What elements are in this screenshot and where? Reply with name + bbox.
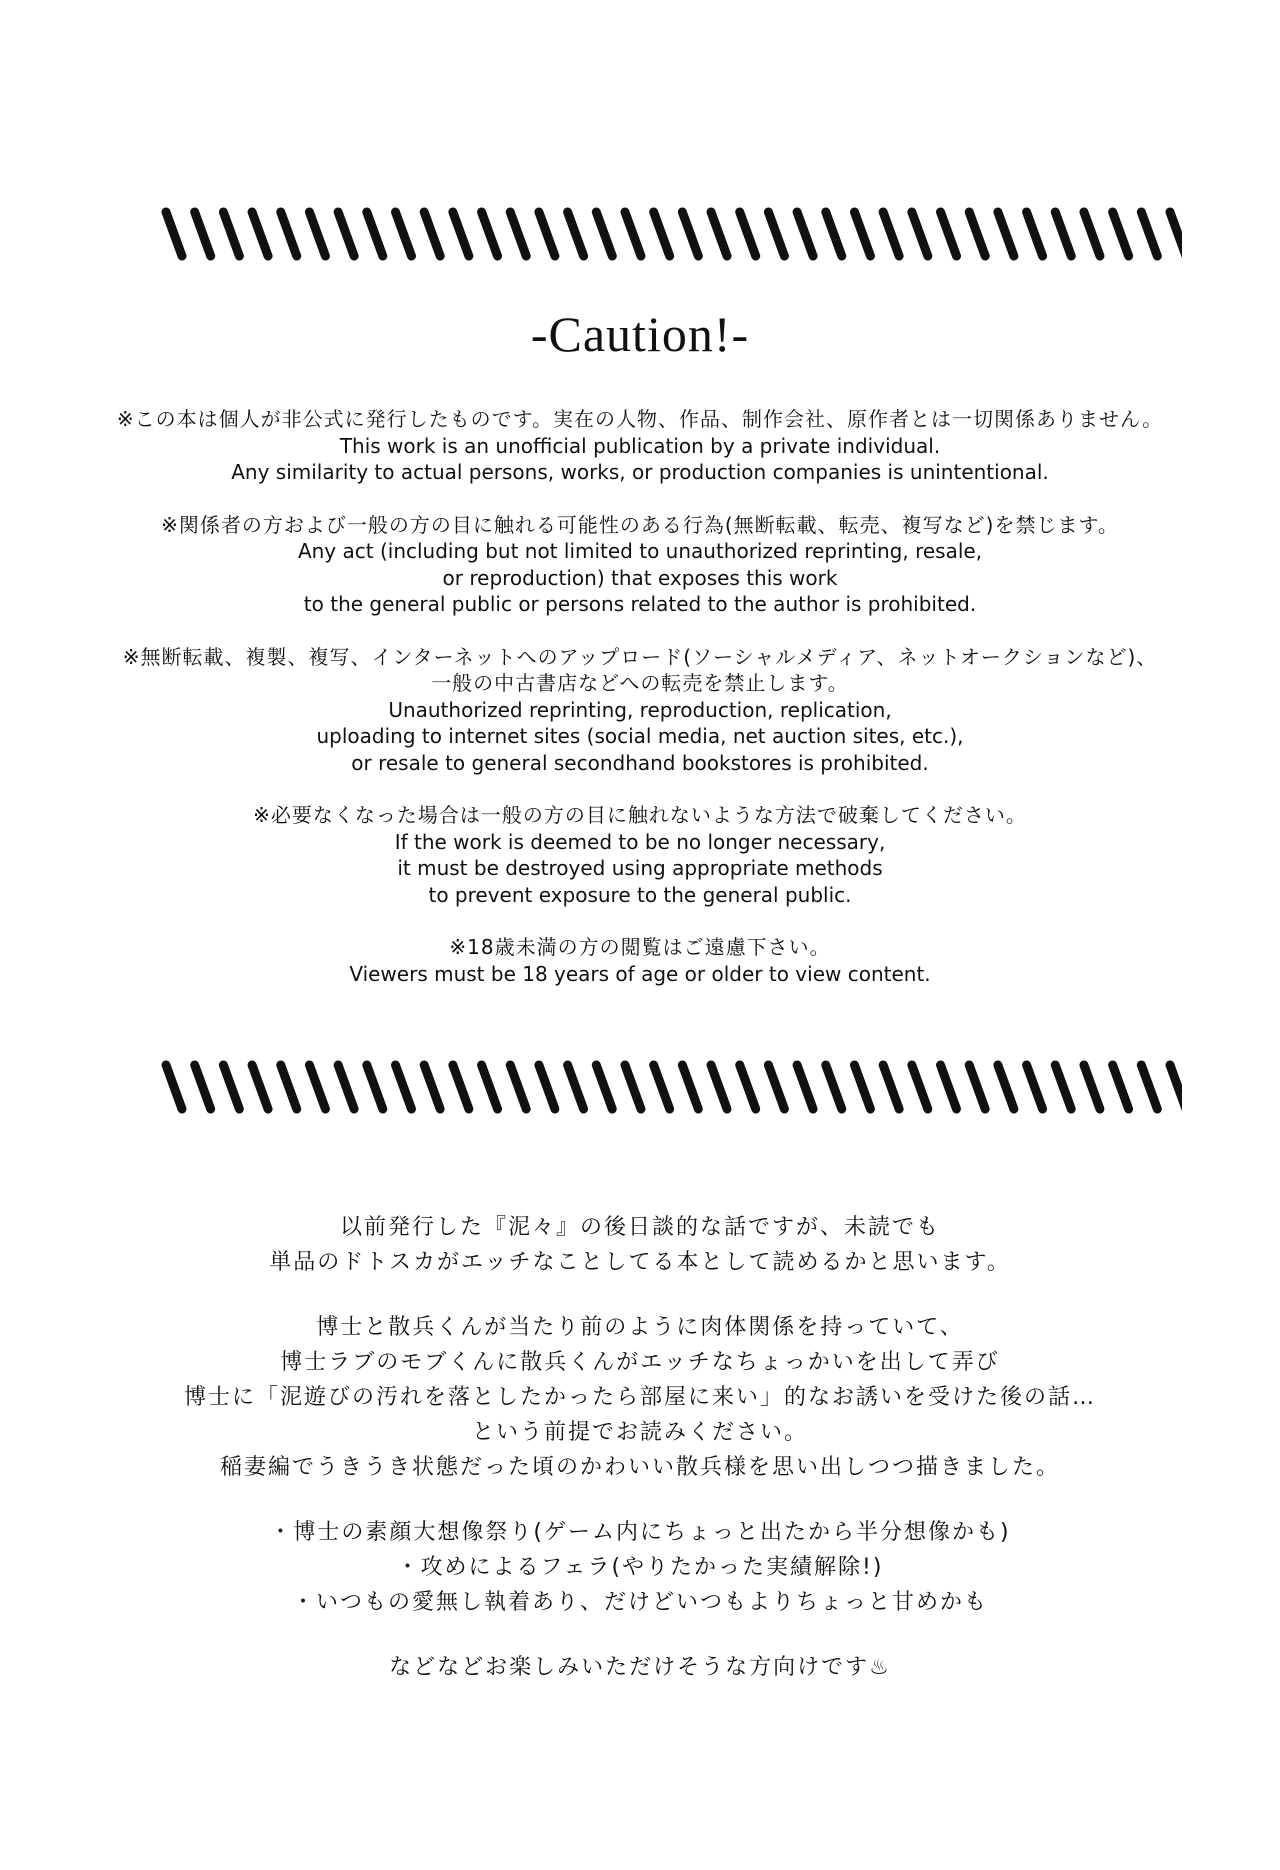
- stripe-mark: [998, 212, 1014, 256]
- afterword-paragraph: [0, 1210, 1280, 1280]
- notice-line: it must be destroyed using appropriate methods: [397, 856, 883, 880]
- stripe-mark: [539, 1065, 555, 1109]
- afterword-line: という前提でお読みください。: [471, 1420, 808, 1445]
- stripe-mark: [223, 212, 239, 256]
- stripe-mark: [195, 1065, 211, 1109]
- stripe-mark: [1027, 212, 1043, 256]
- stripe-mark: [424, 1065, 440, 1109]
- stripe-mark: [367, 1065, 383, 1109]
- stripe-mark: [510, 1065, 526, 1109]
- notice-line: Viewers must be 18 years of age or older to view content.: [349, 961, 931, 986]
- afterword-paragraph: [0, 1310, 1280, 1485]
- stripe-mark: [826, 212, 842, 256]
- afterword-list-item: ・博士の素顔大想像祭り(ゲーム内にちょっと出たから半分想像かも): [269, 1520, 1011, 1545]
- notice-line: Unauthorized reprinting, reproduction, replication,: [388, 697, 892, 722]
- stripe-mark: [883, 212, 899, 256]
- stripe-mark: [654, 212, 670, 256]
- stripe-mark: [797, 1065, 813, 1109]
- afterword-text: [0, 1210, 1280, 1715]
- stripe-mark: [682, 212, 698, 256]
- stripe-mark: [654, 1065, 670, 1109]
- notice-line: ※必要なくなった場合は一般の方の目に触れないような方法で破棄してください。: [253, 803, 1027, 827]
- stripe-mark: [309, 212, 325, 256]
- stripe-mark: [309, 1065, 325, 1109]
- stripe-mark: [568, 1065, 584, 1109]
- stripe-mark: [768, 1065, 784, 1109]
- notice-line: Any similarity to actual persons, works, or production companies is unintentional.: [231, 460, 1049, 484]
- notice-line: 一般の中古書店などへの転売を禁止します。: [431, 671, 849, 695]
- stripe-mark: [768, 212, 784, 256]
- notice-line: ※無断転載、複製、複写、インターネットへのアップロード(ソーシャルメディア、ネットオークションなど)、: [122, 644, 1158, 669]
- stripe-mark: [740, 212, 756, 256]
- stripe-mark: [883, 1065, 899, 1109]
- stripe-mark: [941, 212, 957, 256]
- stripe-mark: [625, 212, 641, 256]
- afterword-line: 博士に「泥遊びの汚れを落としたかったら部屋に来い」的なお誘いを受けた後の話…: [183, 1385, 1096, 1410]
- stripe-mark: [969, 212, 985, 256]
- notice-exposure: [0, 512, 1280, 618]
- notice-line: to prevent exposure to the general public.: [428, 882, 852, 907]
- stripe-mark: [1055, 1065, 1071, 1109]
- stripe-mark: [1141, 1065, 1157, 1109]
- stripe-mark: [367, 212, 383, 256]
- notice-line: or reproduction) that exposes this work: [442, 565, 838, 590]
- stripe-mark: [682, 1065, 698, 1109]
- stripe-mark: [912, 212, 928, 256]
- notice-unofficial: [0, 406, 1280, 486]
- afterword-line: 単品のドトスカがエッチなことしてる本として読めるかと思います。: [269, 1250, 1011, 1275]
- stripe-mark: [1084, 212, 1100, 256]
- caution-title: -Caution!-: [530, 306, 750, 362]
- afterword-paragraph: [0, 1650, 1280, 1685]
- notice-age-restriction: [0, 934, 1280, 987]
- stripe-mark: [797, 212, 813, 256]
- afterword-list-item: ・いつもの愛無し執着あり、だけどいつもよりちょっと甘めかも: [291, 1590, 988, 1615]
- stripe-mark: [281, 212, 297, 256]
- notice-line: If the work is deemed to be no longer necessary,: [394, 829, 886, 854]
- stripe-mark: [395, 1065, 411, 1109]
- stripe-mark: [711, 212, 727, 256]
- stripe-mark: [1113, 212, 1129, 256]
- stripe-mark: [711, 1065, 727, 1109]
- top-stripe-divider: [158, 202, 1182, 266]
- stripe-mark: [740, 1065, 756, 1109]
- notice-line: uploading to internet sites (social media, net auction sites, etc.),: [316, 724, 964, 748]
- afterword-list-item: ・攻めによるフェラ(やりたかった実績解除!): [396, 1555, 884, 1580]
- stripe-mark: [424, 212, 440, 256]
- stripe-mark: [482, 1065, 498, 1109]
- stripe-mark: [166, 212, 182, 256]
- bottom-stripe-divider: [158, 1055, 1182, 1119]
- stripe-mark: [223, 1065, 239, 1109]
- stripe-mark: [1170, 1065, 1182, 1109]
- stripe-mark: [1113, 1065, 1129, 1109]
- stripe-mark: [166, 1065, 182, 1109]
- afterword-line: などなどお楽しみいただけそうな方向けです♨: [389, 1655, 891, 1680]
- stripe-mark: [510, 212, 526, 256]
- afterword-line: 稲妻編でうきうき状態だった頃のかわいい散兵様を思い出しつつ描きました。: [219, 1455, 1060, 1480]
- stripe-mark: [969, 1065, 985, 1109]
- stripe-mark: [453, 1065, 469, 1109]
- stripe-mark: [1141, 212, 1157, 256]
- afterword-line: 博士ラブのモブくんに散兵くんがエッチなちょっかいを出して弄び: [280, 1350, 1000, 1375]
- afterword-line: 博士と散兵くんが当たり前のように肉体関係を持っていて、: [316, 1315, 964, 1340]
- stripe-mark: [1084, 1065, 1100, 1109]
- stripe-mark: [482, 212, 498, 256]
- stripe-mark: [395, 212, 411, 256]
- stripe-mark: [854, 212, 870, 256]
- stripe-mark: [252, 212, 268, 256]
- stripe-mark: [1055, 212, 1071, 256]
- stripe-mark: [596, 212, 612, 256]
- notice-line: to the general public or persons related to the author is prohibited.: [303, 592, 977, 616]
- notice-line: ※18歳未満の方の閲覧はご遠慮下さい。: [449, 935, 831, 959]
- notice-reprinting: [0, 644, 1280, 777]
- stripe-mark: [338, 212, 354, 256]
- stripe-mark: [941, 1065, 957, 1109]
- notice-line: or resale to general secondhand bookstores is prohibited.: [351, 750, 929, 775]
- stripe-mark: [826, 1065, 842, 1109]
- stripe-mark: [912, 1065, 928, 1109]
- stripe-mark: [568, 212, 584, 256]
- stripe-mark: [252, 1065, 268, 1109]
- stripe-mark: [596, 1065, 612, 1109]
- notice-line: ※この本は個人が非公式に発行したものです。実在の人物、作品、制作会社、原作者とは一切関係ありません。: [116, 407, 1164, 431]
- caution-notices: [0, 406, 1280, 1013]
- stripe-mark: [1027, 1065, 1043, 1109]
- notice-disposal: [0, 802, 1280, 908]
- stripe-mark: [281, 1065, 297, 1109]
- stripe-mark: [854, 1065, 870, 1109]
- notice-line: ※関係者の方および一般の方の目に触れる可能性のある行為(無断転載、転売、複写など)を禁じます。: [161, 512, 1119, 537]
- afterword-line: 以前発行した『泥々』の後日談的な話ですが、未読でも: [339, 1215, 940, 1240]
- stripe-mark: [1170, 212, 1182, 256]
- stripe-mark: [453, 212, 469, 256]
- notice-line: Any act (including but not limited to unauthorized reprinting, resale,: [297, 539, 983, 563]
- stripe-mark: [998, 1065, 1014, 1109]
- stripe-mark: [625, 1065, 641, 1109]
- notice-line: This work is an unofficial publication by a private individual.: [339, 433, 941, 458]
- stripe-mark: [338, 1065, 354, 1109]
- afterword-list: [0, 1515, 1280, 1620]
- stripe-mark: [539, 212, 555, 256]
- stripe-mark: [195, 212, 211, 256]
